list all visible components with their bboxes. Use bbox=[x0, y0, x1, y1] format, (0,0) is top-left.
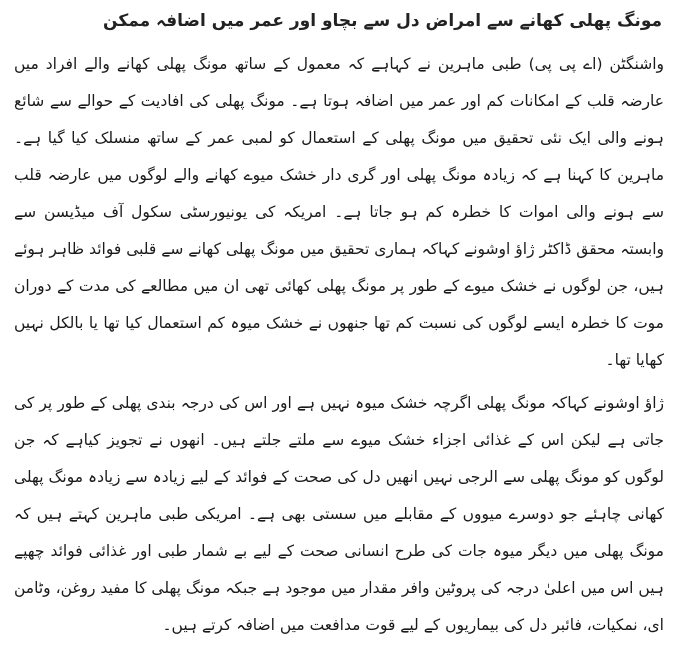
news-article bbox=[14, 6, 664, 650]
article-paragraph-2: ژاؤ اوشونے کہاکہ مونگ پھلی اگرچہ خشک میوہ نہیں ہے اور اس کی درجہ بندی پھلی کے طور پر کی جاتی ہے لیکن اس کے غذائی اجزاء خشک میوے سے ملتے جلتے ہیں۔ انھوں نے تجویز کیاہے کہ جن لوگوں کو مونگ پھلی سے الرجی نہیں انھیں دل کی صحت کے فوائد کے لیے زیادہ سے زیادہ مونگ پھلی کھانی چاہئے جو دوسرے میووں کے مقابلے میں سستی بھی ہے۔ امریکی طبی ماہرین کہتے ہیں کہ مونگ پھلی میں دیگر میوہ جات کی طرح انسانی صحت کے لیے بے شمار طبی اور غذائی فوائد چھپے ہیں اس میں اعلیٰ درجہ کی پروٹین وافر مقدار میں موجود ہے جبکہ مونگ پھلی کا مفید روغن، وٹامن ای، نمکیات، فائبر دل کی بیماریوں کے لیے قوت مدافعت میں اضافہ کرتے ہیں۔ bbox=[14, 394, 664, 634]
article-headline: مونگ پھلی کھانے سے امراض دل سے بچاو اور عمر میں اضافہ ممکن bbox=[103, 11, 662, 31]
article-paragraph-1: واشنگٹن (اے پی پی) طبی ماہرین نے کہاہے کہ معمول کے ساتھ مونگ پھلی کھانے والے افراد میں عارضہ قلب کے امکانات کم اور عمر میں اضافہ ہوتا ہے۔ مونگ پھلی کی افادیت کے حوالے سے شائع ہونے والی ایک نئی تحقیق میں مونگ پھلی کے استعمال کو لمبی عمر کے ساتھ منسلک کیا گیا ہے۔ ماہرین کا کہنا ہے کہ زیادہ مونگ پھلی اور گری دار خشک میوے کھانے والے لوگوں میں عارضہ قلب سے ہونے والی اموات کا خطرہ کم ہو جاتا ہے۔ امریکہ کی یونیورسٹی سکول آف میڈیسن سے وابستہ محقق ڈاکٹر ژاؤ اوشونے کہاکہ ہماری تحقیق میں مونگ پھلی کھانے سے قلبی فوائد ظاہر ہوئے ہیں، جن لوگوں نے خشک میوے کے طور پر مونگ پھلی کھائی تھی ان میں مطالعے کی مدت کے دوران موت کا خطرہ ایسے لوگوں کی نسبت کم تھا جنھوں نے خشک میوہ کم استعمال کیا تھا یا بالکل نہیں کھایا تھا۔ bbox=[14, 55, 664, 369]
